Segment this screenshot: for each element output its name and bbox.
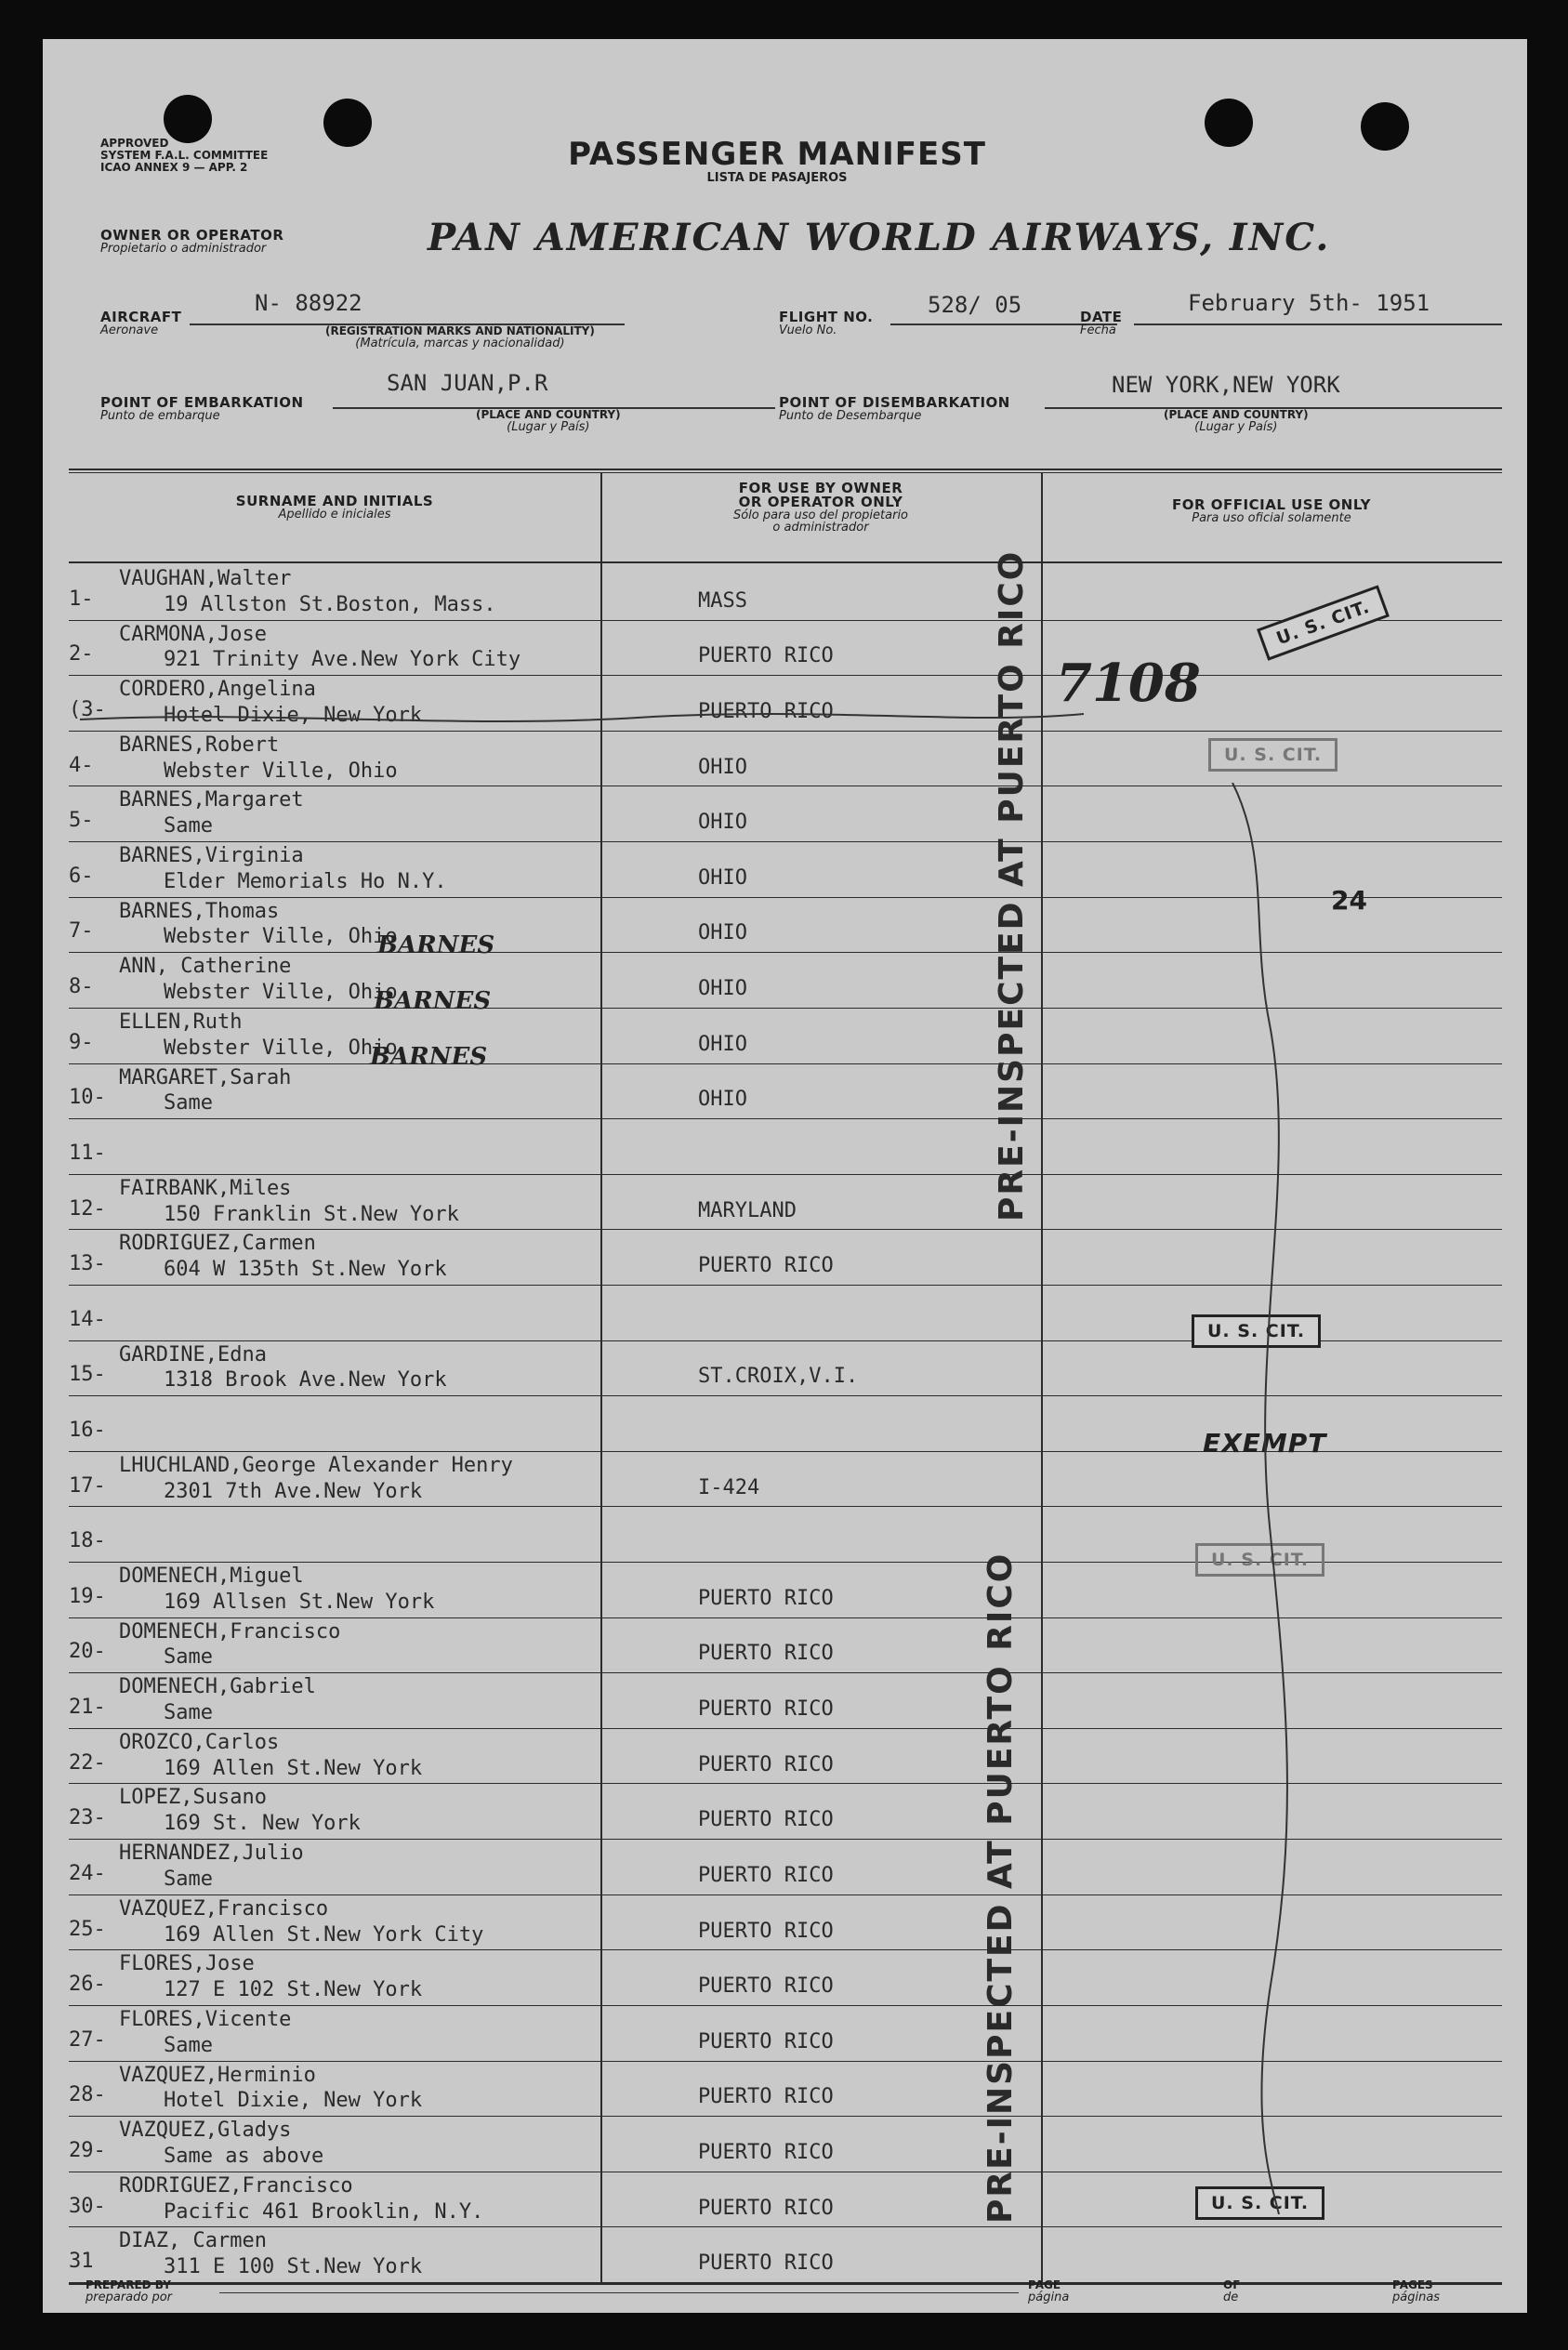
row-number: 12- (69, 1196, 106, 1221)
passenger-name: RODRIGUEZ,Carmen (119, 1232, 316, 1256)
row-number: 30- (69, 2194, 106, 2218)
passenger-origin: I-424 (698, 1475, 760, 1499)
passenger-origin: PUERTO RICO (698, 700, 834, 724)
date-value: February 5th- 1951 (1188, 290, 1430, 316)
manifest-sheet (43, 39, 1527, 2313)
passenger-address: 169 Allen St.New York (164, 1756, 423, 1780)
table-top-border (69, 469, 1502, 470)
passenger-name: CARMONA,Jose (119, 622, 267, 646)
pages-block: PAGES páginas (1392, 2278, 1441, 2304)
passenger-name: OROZCO,Carlos (119, 1730, 280, 1754)
passenger-origin: OHIO (698, 977, 747, 1001)
row-number: 9- (69, 1030, 94, 1054)
row-number: 16- (69, 1418, 106, 1442)
passenger-origin: PUERTO RICO (698, 2140, 834, 2164)
column-header-official: FOR OFFICIAL USE ONLY Para uso oficial solamente (1172, 496, 1371, 525)
passenger-name: VAUGHAN,Walter (119, 567, 292, 590)
passenger-origin: PUERTO RICO (698, 1586, 834, 1610)
passenger-address: 311 E 100 St.New York (164, 2255, 423, 2279)
owner-label-es: Propietario o administrador (100, 242, 267, 256)
us-cit-stamp: U. S. CIT. (1195, 1543, 1324, 1577)
passenger-name: BARNES,Robert (119, 733, 280, 757)
aircraft-value: N- 88922 (255, 290, 362, 316)
page-title: PASSENGER MANIFEST (568, 136, 986, 173)
passenger-origin: OHIO (698, 1088, 747, 1112)
embark-label: POINT OF EMBARKATION (100, 394, 304, 411)
passenger-name: RODRIGUEZ,Francisco (119, 2173, 353, 2198)
row-number: 5- (69, 809, 94, 833)
passenger-name: BARNES,Margaret (119, 788, 304, 812)
row-number: 21- (69, 1696, 106, 1720)
preinspected-stamp: PRE-INSPECTED AT PUERTO RICO (993, 549, 1031, 1221)
passenger-address: 19 Allston St.Boston, Mass. (164, 592, 496, 616)
passenger-address: Hotel Dixie, New York (164, 704, 423, 728)
aircraft-label-block (100, 310, 181, 337)
punch-hole-icon (164, 95, 212, 143)
passenger-origin: OHIO (698, 865, 747, 890)
row-number: 28- (69, 2083, 106, 2107)
passenger-name: LOPEZ,Susano (119, 1786, 267, 1810)
passenger-origin: PUERTO RICO (698, 2251, 834, 2276)
row-number: 22- (69, 1750, 106, 1775)
us-cit-stamp: U. S. CIT. (1192, 1314, 1321, 1348)
row-number: 11- (69, 1141, 106, 1165)
us-cit-stamp: U. S. CIT. (1208, 738, 1337, 772)
passenger-address: 150 Franklin St.New York (164, 1202, 459, 1226)
passenger-name: LHUCHLAND,George Alexander Henry (119, 1453, 513, 1477)
disembark-place-note: (PLACE AND COUNTRY) (Lugar y País) (1164, 408, 1309, 434)
row-number: 13- (69, 1252, 106, 1276)
passenger-origin: PUERTO RICO (698, 1863, 834, 1887)
passenger-address: Webster Ville, Ohio (164, 759, 398, 783)
row-number: 23- (69, 1806, 106, 1830)
passenger-address: Same (164, 1701, 213, 1725)
row-number: 8- (69, 975, 94, 999)
table-bottom-border (69, 2283, 1502, 2285)
passenger-name: CORDERO,Angelina (119, 678, 316, 702)
aircraft-label: AIRCRAFT (100, 309, 182, 325)
passenger-origin: PUERTO RICO (698, 1808, 834, 1832)
embark-label-block (100, 396, 304, 422)
passenger-origin: OHIO (698, 755, 747, 779)
passenger-address: Webster Ville, Ohio (164, 1036, 398, 1060)
row-number: 18- (69, 1529, 106, 1553)
row-number: 2- (69, 642, 94, 667)
passenger-address: Same (164, 1645, 213, 1670)
passenger-name: DOMENECH,Francisco (119, 1619, 341, 1644)
column-header-owner: FOR USE BY OWNER OR OPERATOR ONLY Sólo para uso del propietario o administrador (732, 480, 909, 535)
passenger-origin: MARYLAND (698, 1198, 797, 1222)
flight-label-block (779, 310, 873, 337)
row-number: 29- (69, 2138, 106, 2162)
row-number: 1- (69, 587, 94, 611)
date-label-es: Fecha (1080, 323, 1116, 337)
disembark-label: POINT OF DISEMBARKATION (779, 394, 1010, 411)
passenger-name: ANN, Catherine (119, 955, 292, 979)
passenger-origin: MASS (698, 588, 747, 613)
approval-line: SYSTEM F.A.L. COMMITTEE (100, 149, 269, 162)
passenger-address: Hotel Dixie, New York (164, 2089, 423, 2113)
passenger-address: Same (164, 814, 213, 838)
approval-line: APPROVED (100, 137, 169, 150)
row-number: 20- (69, 1640, 106, 1664)
handwritten-surname: BARNES (377, 931, 495, 959)
embark-value: SAN JUAN,P.R (387, 370, 548, 396)
handwritten-surname: BARNES (370, 1043, 488, 1071)
prepared-block: PREPARED BY preparado por (86, 2278, 173, 2304)
row-number: 24- (69, 1861, 106, 1885)
passenger-address: 169 St. New York (164, 1812, 361, 1836)
passenger-address: Same (164, 1867, 213, 1891)
table-row (43, 2227, 1527, 2283)
passenger-origin: OHIO (698, 811, 747, 835)
us-cit-stamp: U. S. CIT. (1195, 2186, 1324, 2220)
row-number: 6- (69, 864, 94, 888)
passenger-name: DIAZ, Carmen (119, 2229, 267, 2253)
passenger-origin: PUERTO RICO (698, 1919, 834, 1943)
passenger-name: HERNANDEZ,Julio (119, 1842, 304, 1866)
disembark-label-es: Punto de Desembarque (779, 409, 922, 423)
registration-note: (REGISTRATION MARKS AND NATIONALITY) (Matrícula, marcas y nacionalidad) (325, 324, 595, 350)
column-header-surname: SURNAME AND INITIALS Apellido e iniciales (235, 493, 434, 521)
header-bottom-border (69, 561, 1502, 563)
owner-label-block (100, 229, 283, 255)
flight-label-es: Vuelo No. (779, 323, 837, 337)
passenger-origin: ST.CROIX,V.I. (698, 1365, 859, 1389)
handwritten-mark: 7108 (1056, 653, 1201, 714)
passenger-origin: PUERTO RICO (698, 1974, 834, 1999)
row-number: 26- (69, 1973, 106, 1997)
row-number: 31 (69, 2250, 94, 2274)
owner-label: OWNER OR OPERATOR (100, 227, 284, 244)
aircraft-label-es: Aeronave (100, 323, 159, 337)
passenger-address: 921 Trinity Ave.New York City (164, 648, 521, 672)
passenger-origin: PUERTO RICO (698, 2085, 834, 2109)
passenger-address: 1318 Brook Ave.New York (164, 1368, 447, 1393)
row-number: 4- (69, 753, 94, 777)
passenger-origin: PUERTO RICO (698, 1752, 834, 1776)
disembark-label-block (779, 396, 1010, 422)
passenger-address: Elder Memorials Ho N.Y. (164, 869, 447, 893)
passenger-name: FLORES,Jose (119, 1952, 255, 1976)
passenger-origin: PUERTO RICO (698, 1254, 834, 1278)
passenger-address: 2301 7th Ave.New York (164, 1479, 423, 1503)
punch-hole-icon (323, 99, 372, 147)
date-label-block (1080, 310, 1122, 337)
passenger-name: VAZQUEZ,Francisco (119, 1896, 329, 1921)
passenger-name: FLORES,Vicente (119, 2007, 292, 2031)
passenger-name: DOMENECH,Miguel (119, 1564, 304, 1589)
handwritten-surname: BARNES (374, 987, 492, 1015)
date-label: DATE (1080, 309, 1123, 325)
passenger-address: Pacific 461 Brooklin, N.Y. (164, 2199, 484, 2224)
passenger-address: Same (164, 2033, 213, 2057)
row-number: 17- (69, 1473, 106, 1498)
passenger-address: Same (164, 1091, 213, 1116)
passenger-name: MARGARET,Sarah (119, 1065, 292, 1089)
row-number: 25- (69, 1917, 106, 1941)
passenger-origin: PUERTO RICO (698, 1642, 834, 1666)
passenger-address: Webster Ville, Ohio (164, 925, 398, 949)
passenger-name: ELLEN,Ruth (119, 1010, 243, 1034)
title-block (526, 136, 1028, 185)
punch-hole-icon (1205, 99, 1253, 147)
passenger-origin: OHIO (698, 1032, 747, 1056)
passenger-address: Same as above (164, 2144, 324, 2168)
approval-line: ICAO ANNEX 9 — APP. 2 (100, 161, 248, 174)
row-number: (3- (69, 698, 106, 722)
embark-label-es: Punto de embarque (100, 409, 220, 423)
passenger-name: FAIRBANK,Miles (119, 1176, 292, 1200)
embark-place-note: (PLACE AND COUNTRY) (Lugar y País) (476, 408, 621, 434)
row-number: 19- (69, 1584, 106, 1608)
flight-value: 528/ 05 (928, 292, 1022, 318)
row-number: 15- (69, 1363, 106, 1387)
passenger-name: DOMENECH,Gabriel (119, 1675, 316, 1699)
page-block: PAGE página (1028, 2278, 1070, 2304)
passenger-name: VAZQUEZ,Herminio (119, 2063, 316, 2087)
passenger-name: BARNES,Thomas (119, 899, 280, 923)
exempt-stamp: EXEMPT (1203, 1428, 1327, 1459)
row-number: 14- (69, 1307, 106, 1331)
passenger-origin: PUERTO RICO (698, 2196, 834, 2220)
passenger-address: 169 Allen St.New York City (164, 1922, 484, 1947)
passenger-origin: PUERTO RICO (698, 1697, 834, 1722)
strike-line-icon (80, 701, 1084, 738)
passenger-address: 604 W 135th St.New York (164, 1258, 447, 1282)
row-number: 10- (69, 1086, 106, 1110)
flight-label: FLIGHT NO. (779, 309, 874, 325)
approval-block (100, 138, 268, 174)
us-cit-stamp: U. S. CIT. (1257, 585, 1390, 660)
passenger-name: VAZQUEZ,Gladys (119, 2119, 292, 2143)
passenger-origin: PUERTO RICO (698, 644, 834, 668)
passenger-origin: OHIO (698, 921, 747, 945)
passenger-origin: PUERTO RICO (698, 2029, 834, 2053)
count-number: 24 (1331, 885, 1367, 916)
passenger-name: BARNES,Virginia (119, 844, 304, 868)
row-divider (69, 2282, 1502, 2283)
disembark-value: NEW YORK,NEW YORK (1112, 372, 1340, 398)
row-number: 7- (69, 919, 94, 944)
passenger-address: 169 Allsen St.New York (164, 1590, 435, 1614)
punch-hole-icon (1361, 102, 1409, 151)
passenger-name: GARDINE,Edna (119, 1342, 267, 1366)
of-block: OF de (1223, 2278, 1241, 2304)
passenger-address: Webster Ville, Ohio (164, 981, 398, 1005)
bracket-line-icon (1214, 783, 1325, 2233)
row-number: 27- (69, 2027, 106, 2052)
page-title-es: LISTA DE PASAJEROS (706, 171, 848, 185)
owner-value: PAN AMERICAN WORLD AIRWAYS, INC. (428, 216, 1331, 259)
preinspected-stamp: PRE-INSPECTED AT PUERTO RICO (982, 1551, 1020, 2224)
passenger-address: 127 E 102 St.New York (164, 1978, 423, 2002)
